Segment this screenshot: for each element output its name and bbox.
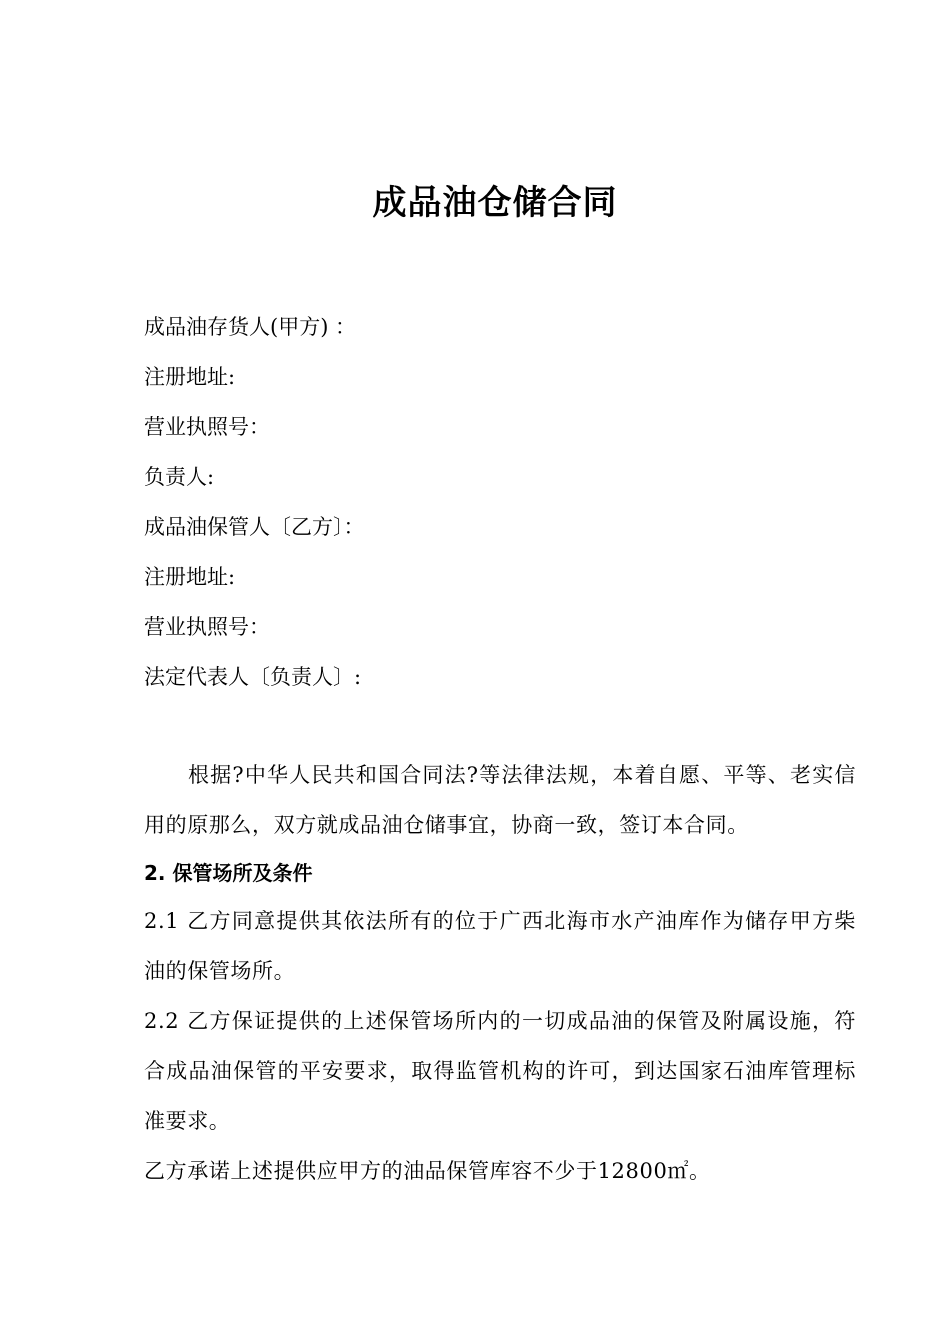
party-a-role-label: 成品油存货人(甲方) ： — [144, 315, 357, 339]
party-b-representative-label: 法定代表人〔负责人〕: — [144, 665, 362, 689]
parties-info — [144, 302, 864, 702]
party-b-role-label: 成品油保管人〔乙方〕： — [144, 515, 365, 539]
contract-body — [144, 750, 856, 1196]
party-a-principal-label: 负责人: — [144, 465, 215, 489]
party-a-license-label: 营业执照号： — [144, 415, 270, 439]
document-title: 成品油仓储合同 — [372, 183, 618, 223]
section-2-heading: 2. 保管场所及条件 — [144, 861, 313, 885]
preamble-paragraph: 根据?中华人民共和国合同法?等法律法规，本着自愿、平等、老实信用的原那么，双方就成品油仓储事宜，协商一致，签订本合同。 — [144, 763, 856, 837]
clause-2-2: 2.2 乙方保证提供的上述保管场所内的一切成品油的保管及附属设施，符合成品油保管的平安要求，取得监管机构的许可，到达国家石油库管理标准要求。 — [144, 1009, 856, 1133]
party-b-license-label: 营业执照号： — [144, 615, 270, 639]
capacity-note: 乙方承诺上述提供应甲方的油品保管库容不少于12800㎡。 — [144, 1159, 711, 1183]
party-a-address-label: 注册地址: — [144, 365, 236, 389]
clause-2-1: 2.1 乙方同意提供其依法所有的位于广西北海市水产油库作为储存甲方柴油的保管场所。 — [144, 909, 856, 983]
party-b-address-label: 注册地址: — [144, 565, 236, 589]
